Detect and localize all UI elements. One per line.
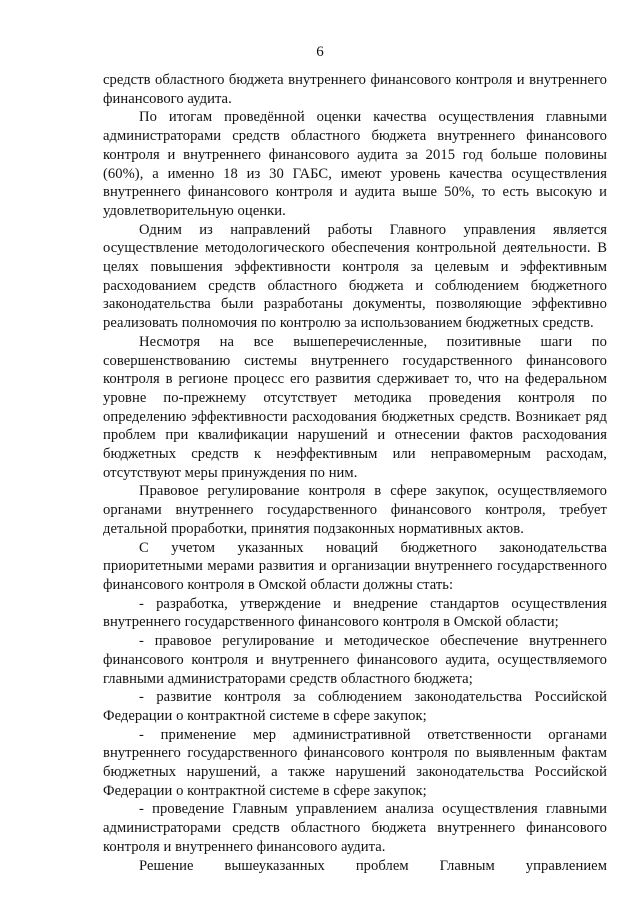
list-item-legal-regulation: - правовое регулирование и методическое обеспечение внутреннего финансового контроля и внутреннего финансового аудита, осуществляемого главными администраторами средств областного бюджета; <box>103 633 607 687</box>
paragraph-procurement-regulation: Правовое регулирование контроля в сфере закупок, осуществляемого органами внутреннего государственного финансового контроля, требует детальной проработки, принятия подзаконных нормативных актов. <box>103 483 607 537</box>
paragraph-continuation: средств областного бюджета внутреннего финансового контроля и внутреннего финансового аудита. <box>103 72 607 107</box>
paragraph-methodological-support: Одним из направлений работы Главного управления является осуществление методологического обеспечения контрольной деятельности. В целях повышения эффективности контроля за целевым и эффективным расходованием средств областного бюджета и соблюдением бюджетного законодательства были разработаны документы, позволяющие эффективно реализовать полномочия по контролю за использованием бюджетных средств. <box>103 221 607 332</box>
document-body <box>103 71 607 875</box>
list-item-procurement-control: - развитие контроля за соблюдением законодательства Российской Федерации о контрактной системе в сфере закупок; <box>103 689 607 724</box>
paragraph-solution-continues: Решение вышеуказанных проблем Главным управлением <box>139 857 607 874</box>
paragraph-priority-measures: С учетом указанных новаций бюджетного законодательства приоритетными мерами развития и организации внутреннего государственного финансового контроля в Омской области должны стать: <box>103 539 607 593</box>
page-number: 6 <box>316 44 324 60</box>
paragraph-control-problems: Несмотря на все вышеперечисленные, позитивные шаги по совершенствованию системы внутреннего государственного финансового контроля в регионе процесс его развития сдерживает то, что на федеральном уровне по-прежнему отсутствует методика проведения контроля по определению эффективности расходования бюджетных средств. Возникает ряд проблем при квалификации нарушений и отнесении фактов расходования бюджетных средств к неэффективным или неправомерным расходам, отсутствуют меры принуждения по ним. <box>103 333 607 481</box>
list-item-standards: - разработка, утверждение и внедрение стандартов осуществления внутреннего государственного финансового контроля в Омской области; <box>103 595 607 631</box>
list-item-administrative-liability: - применение мер административной ответственности органами внутреннего государственного финансового контроля по выявленным фактам бюджетных нарушений, а также нарушений законодательства Российской Федерации о контрактной системе в сфере закупок; <box>103 726 607 799</box>
paragraph-assessment-results: По итогам проведённой оценки качества осуществления главными администраторами средств областного бюджета внутреннего финансового контроля и внутреннего финансового аудита за 2015 год больше половины (60%), а именно 18 из 30 ГАБС, имеют уровень качества осуществления внутреннего финансового контроля и аудита выше 50%, то есть высокую и удовлетворительную оценки. <box>103 109 607 219</box>
list-item-analysis: - проведение Главным управлением анализа осуществления главными администраторами средств областного бюджета внутреннего финансового контроля и внутреннего финансового аудита. <box>103 801 607 855</box>
